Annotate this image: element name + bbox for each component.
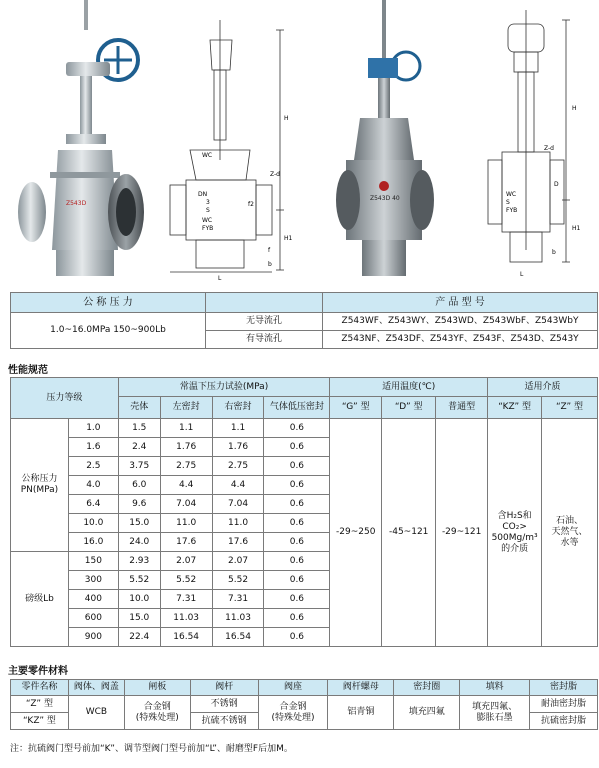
drawing1-s: S — [206, 207, 210, 214]
pressure-range: 1.0~16.0MPa 150~900Lb — [11, 313, 206, 349]
materials-section-title: 主要零件材料 — [8, 666, 68, 677]
perf-subheader: “G” 型 — [330, 397, 382, 419]
perf-cell: 0.6 — [264, 533, 330, 552]
materials-header: 阀杆 — [190, 680, 258, 696]
perf-cell: 0.6 — [264, 571, 330, 590]
perf-cell: 1.1 — [160, 419, 212, 438]
perf-cell: 15.0 — [118, 609, 160, 628]
perf-cell: 16.54 — [160, 628, 212, 647]
drawing2-l: L — [520, 271, 524, 278]
perf-cell: 10.0 — [118, 590, 160, 609]
mat-grease-kz: 抗硫密封脂 — [530, 713, 598, 730]
drawing1-wc-top: WC — [202, 152, 213, 159]
perf-cell: 22.4 — [118, 628, 160, 647]
header-product-model: 产 品 型 号 — [323, 293, 598, 313]
svg-text:Z543D: Z543D — [66, 200, 87, 207]
perf-cell: 24.0 — [118, 533, 160, 552]
media-z: 石油、 天然气、 水等 — [542, 419, 598, 647]
perf-cell: 7.04 — [212, 495, 264, 514]
drawing2-s: S — [506, 199, 510, 206]
drawing1-h: H — [284, 115, 289, 122]
temp-d: -45~121 — [382, 419, 436, 647]
perf-cell: 1.6 — [68, 438, 118, 457]
perf-cell: 16.0 — [68, 533, 118, 552]
perf-cell: 11.0 — [212, 514, 264, 533]
perf-cell: 0.6 — [264, 495, 330, 514]
materials-header: 密封圈 — [394, 680, 460, 696]
group-nominal-pressure: 公称压力 PN(MPa) — [11, 419, 69, 552]
perf-cell: 0.6 — [264, 552, 330, 571]
mat-packing: 填充四氟、 膨胀石墨 — [460, 696, 530, 730]
footnote: 注：抗硫阀门型号前加“K”、调节型阀门型号前加“L”、耐磨型F后加M。 — [10, 744, 293, 754]
perf-cell: 2.4 — [118, 438, 160, 457]
no-flow-hole-models: Z543WF、Z543WY、Z543WD、Z543WbF、Z543WbY — [323, 313, 598, 331]
materials-header: 阀杆螺母 — [328, 680, 394, 696]
perf-cell: 9.6 — [118, 495, 160, 514]
flow-hole-label: 有导流孔 — [206, 331, 323, 349]
perf-cell: 0.6 — [264, 514, 330, 533]
perf-cell: 1.1 — [212, 419, 264, 438]
perf-cell: 4.4 — [160, 476, 212, 495]
materials-header: 密封脂 — [530, 680, 598, 696]
perf-subheader: 普通型 — [436, 397, 488, 419]
header-pressure-test: 常温下压力试验(MPa) — [118, 378, 329, 397]
perf-cell: 0.6 — [264, 628, 330, 647]
temp-normal: -29~121 — [436, 419, 488, 647]
mat-seat: 合金钢 (特殊处理) — [258, 696, 328, 730]
valve-photo-gear — [298, 0, 448, 283]
perf-cell: 2.07 — [160, 552, 212, 571]
header-media: 适用介质 — [488, 378, 598, 397]
drawing1-l: L — [218, 275, 222, 282]
temp-g: -29~250 — [330, 419, 382, 647]
drawing2-d: D — [554, 181, 559, 188]
header-nominal-pressure: 公 称 压 力 — [11, 293, 206, 313]
group-pound-class: 磅级Lb — [11, 552, 69, 647]
header-pressure-level: 压力等级 — [11, 378, 119, 419]
perf-cell: 2.07 — [212, 552, 264, 571]
perf-cell: 0.6 — [264, 457, 330, 476]
perf-cell: 2.5 — [68, 457, 118, 476]
mat-stem-z: 不锈钢 — [190, 696, 258, 713]
perf-cell: 2.75 — [212, 457, 264, 476]
perf-cell: 7.04 — [160, 495, 212, 514]
perf-cell: 0.6 — [264, 590, 330, 609]
perf-cell: 0.6 — [264, 419, 330, 438]
media-kz: 含H₂S和 CO₂> 500Mg/m³ 的介质 — [488, 419, 542, 647]
drawing1-dn: DN — [198, 191, 208, 198]
perf-cell: 1.76 — [160, 438, 212, 457]
drawing1-s3: 3 — [206, 199, 210, 206]
perf-cell: 17.6 — [160, 533, 212, 552]
mat-gate: 合金钢 (特殊处理) — [124, 696, 190, 730]
drawing2-h1: H1 — [572, 225, 581, 232]
perf-subheader: 右密封 — [212, 397, 264, 419]
drawing2-wc: WC — [506, 191, 517, 198]
no-flow-hole-label: 无导流孔 — [206, 313, 323, 331]
perf-cell: 11.03 — [212, 609, 264, 628]
perf-cell: 10.0 — [68, 514, 118, 533]
mat-z-label: “Z” 型 — [11, 696, 69, 713]
flow-hole-models: Z543NF、Z543DF、Z543YF、Z543F、Z543D、Z543Y — [323, 331, 598, 349]
valve-dimension-drawing-2 — [448, 0, 599, 283]
mat-stem-kz: 抗硫不锈钢 — [190, 713, 258, 730]
drawing1-fyb: FYB — [202, 225, 214, 232]
table-row — [11, 419, 598, 438]
product-model-table — [10, 292, 598, 349]
perf-subheader: “D” 型 — [382, 397, 436, 419]
perf-cell: 15.0 — [118, 514, 160, 533]
materials-header: 零件名称 — [11, 680, 69, 696]
drawing1-f2: f2 — [248, 201, 254, 208]
perf-cell: 1.76 — [212, 438, 264, 457]
mat-seal-ring: 填充四氟 — [394, 696, 460, 730]
materials-header: 闸板 — [124, 680, 190, 696]
drawing1-zd: Z-d — [270, 171, 280, 178]
perf-cell: 5.52 — [160, 571, 212, 590]
header-temperature: 适用温度(℃) — [330, 378, 488, 397]
materials-header: 阀体、阀盖 — [68, 680, 124, 696]
perf-subheader: 气体低压密封 — [264, 397, 330, 419]
perf-cell: 2.75 — [160, 457, 212, 476]
perf-cell: 17.6 — [212, 533, 264, 552]
photo2-nameplate: Z543D 40 — [370, 195, 400, 202]
drawing2-zd: Z-d — [544, 145, 554, 152]
mat-grease-z: 耐油密封脂 — [530, 696, 598, 713]
perf-cell: 5.52 — [118, 571, 160, 590]
perf-subheader: “Z” 型 — [542, 397, 598, 419]
mat-kz-label: “KZ” 型 — [11, 713, 69, 730]
perf-cell: 0.6 — [264, 609, 330, 628]
perf-cell: 11.03 — [160, 609, 212, 628]
materials-header: 阀座 — [258, 680, 328, 696]
drawing1-b: b — [268, 261, 272, 268]
perf-cell: 1.0 — [68, 419, 118, 438]
perf-cell: 3.75 — [118, 457, 160, 476]
perf-cell: 6.4 — [68, 495, 118, 514]
valve-dimension-drawing-1 — [150, 0, 298, 283]
drawing1-f: f — [268, 247, 271, 254]
perf-cell: 4.4 — [212, 476, 264, 495]
perf-cell: 600 — [68, 609, 118, 628]
drawing2-fyb: FYB — [506, 207, 518, 214]
perf-cell: 0.6 — [264, 476, 330, 495]
perf-cell: 5.52 — [212, 571, 264, 590]
perf-subheader: “KZ” 型 — [488, 397, 542, 419]
perf-cell: 6.0 — [118, 476, 160, 495]
perf-cell: 16.54 — [212, 628, 264, 647]
valve-photo-handwheel — [0, 0, 150, 283]
perf-cell: 4.0 — [68, 476, 118, 495]
perf-cell: 11.0 — [160, 514, 212, 533]
mat-body: WCB — [68, 696, 124, 730]
perf-cell: 7.31 — [160, 590, 212, 609]
perf-subheader: 左密封 — [160, 397, 212, 419]
perf-subheader: 壳体 — [118, 397, 160, 419]
drawing1-wc-bot: WC — [202, 217, 213, 224]
perf-cell: 900 — [68, 628, 118, 647]
perf-cell: 2.93 — [118, 552, 160, 571]
performance-table — [10, 377, 598, 647]
drawing2-b: b — [552, 249, 556, 256]
drawing1-h1: H1 — [284, 235, 293, 242]
perf-cell: 0.6 — [264, 438, 330, 457]
perf-cell: 300 — [68, 571, 118, 590]
materials-table — [10, 679, 598, 730]
mat-stem-nut: 铝青铜 — [328, 696, 394, 730]
perf-cell: 1.5 — [118, 419, 160, 438]
perf-cell: 400 — [68, 590, 118, 609]
perf-cell: 150 — [68, 552, 118, 571]
perf-cell: 7.31 — [212, 590, 264, 609]
materials-header: 填料 — [460, 680, 530, 696]
drawing2-h: H — [572, 105, 577, 112]
perf-section-title: 性能规范 — [8, 365, 48, 376]
